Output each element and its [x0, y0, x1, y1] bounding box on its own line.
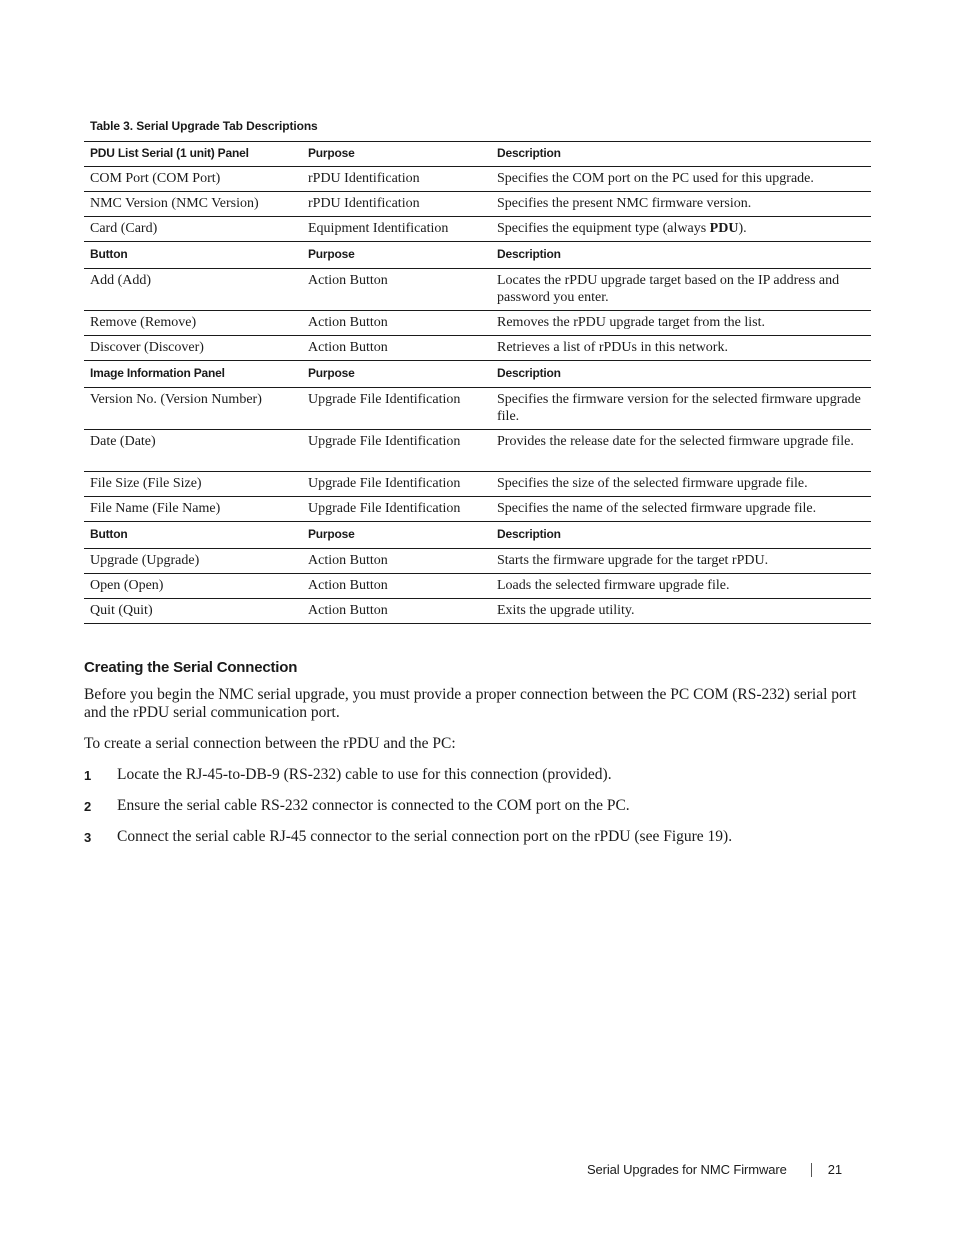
page-footer	[587, 1162, 842, 1177]
table-row	[84, 549, 871, 574]
serial-upgrade-table	[84, 141, 871, 624]
table-cell: Starts the firmware upgrade for the target rPDU.	[491, 549, 871, 574]
table-cell: Remove (Remove)	[84, 311, 302, 336]
table-cell: NMC Version (NMC Version)	[84, 192, 302, 217]
table-cell: Specifies the size of the selected firmware upgrade file.	[491, 472, 871, 497]
table-cell: COM Port (COM Port)	[84, 167, 302, 192]
table-cell: Upgrade (Upgrade)	[84, 549, 302, 574]
table-cell: Upgrade File Identification	[302, 472, 491, 497]
table-cell: Action Button	[302, 574, 491, 599]
table-cell: Provides the release date for the selected firmware upgrade file.	[491, 430, 871, 472]
table-cell: Specifies the COM port on the PC used for this upgrade.	[491, 167, 871, 192]
table-cell: Exits the upgrade utility.	[491, 599, 871, 624]
page-number: 21	[827, 1162, 842, 1177]
table-cell: Retrieves a list of rPDUs in this network.	[491, 336, 871, 361]
table-header-row	[84, 142, 871, 167]
table-cell: Action Button	[302, 269, 491, 311]
step-text: Ensure the serial cable RS-232 connector is connected to the COM port on the PC.	[117, 797, 630, 814]
header-cell: Image Information Panel	[84, 361, 302, 388]
table-cell: Specifies the name of the selected firmware upgrade file.	[491, 497, 871, 522]
footer-chapter-title: Serial Upgrades for NMC Firmware	[586, 1162, 787, 1177]
table-cell: Version No. (Version Number)	[84, 388, 302, 430]
table-cell: Open (Open)	[84, 574, 302, 599]
header-cell: Description	[491, 142, 871, 167]
table-cell: Action Button	[302, 599, 491, 624]
header-cell: Button	[84, 242, 302, 269]
table-cell: Upgrade File Identification	[302, 497, 491, 522]
table-cell: Upgrade File Identification	[302, 388, 491, 430]
table-header-row	[84, 242, 871, 269]
table-row	[84, 472, 871, 497]
table-header-row	[84, 361, 871, 388]
table-cell: File Size (File Size)	[84, 472, 302, 497]
header-cell: Description	[491, 522, 871, 549]
table-cell: Date (Date)	[84, 430, 302, 472]
table-cell: Card (Card)	[84, 217, 302, 242]
table-row	[84, 167, 871, 192]
header-cell: Purpose	[302, 522, 491, 549]
table-cell: Action Button	[302, 311, 491, 336]
footer-separator	[811, 1163, 812, 1177]
table-row	[84, 217, 871, 242]
desc-text: Specifies the equipment type (always	[497, 221, 710, 236]
header-cell: Description	[491, 242, 871, 269]
table-row	[84, 599, 871, 624]
step-number: 3	[84, 830, 92, 845]
table-cell: Locates the rPDU upgrade target based on the IP address and password you enter.	[491, 269, 871, 311]
table-cell: Quit (Quit)	[84, 599, 302, 624]
header-cell: Button	[84, 522, 302, 549]
step-number: 2	[84, 799, 92, 814]
step-text: Locate the RJ-45-to-DB-9 (RS-232) cable to use for this connection (provided).	[117, 766, 612, 783]
table-row	[84, 430, 871, 472]
table-cell: Upgrade File Identification	[302, 430, 491, 472]
table-cell: Specifies the firmware version for the selected firmware upgrade file.	[491, 388, 871, 430]
table-cell: rPDU Identification	[302, 192, 491, 217]
table-cell	[491, 217, 871, 242]
table-row	[84, 269, 871, 311]
lead-paragraph: To create a serial connection between the rPDU and the PC:	[84, 735, 456, 752]
table-cell: Add (Add)	[84, 269, 302, 311]
table-cell: Loads the selected firmware upgrade file.	[491, 574, 871, 599]
table-caption: Table 3. Serial Upgrade Tab Descriptions	[90, 119, 318, 133]
header-cell: PDU List Serial (1 unit) Panel	[84, 142, 302, 167]
table-header-row	[84, 522, 871, 549]
header-cell: Purpose	[302, 361, 491, 388]
table-cell: Specifies the present NMC firmware version.	[491, 192, 871, 217]
table-cell: Action Button	[302, 336, 491, 361]
table-row	[84, 192, 871, 217]
section-heading: Creating the Serial Connection	[84, 659, 298, 676]
step-number: 1	[84, 768, 92, 783]
step-text: Connect the serial cable RJ-45 connector to the serial connection port on the rPDU (see Figure 19).	[117, 828, 733, 845]
desc-text: ).	[738, 221, 747, 236]
table-cell: Equipment Identification	[302, 217, 491, 242]
table-row	[84, 388, 871, 430]
header-cell: Purpose	[302, 242, 491, 269]
header-cell: Description	[491, 361, 871, 388]
table-cell: rPDU Identification	[302, 167, 491, 192]
table-cell: File Name (File Name)	[84, 497, 302, 522]
table-cell: Discover (Discover)	[84, 336, 302, 361]
table-row	[84, 311, 871, 336]
table-cell: Removes the rPDU upgrade target from the list.	[491, 311, 871, 336]
intro-paragraph: Before you begin the NMC serial upgrade, you must provide a proper connection between the PC COM (RS-232) serial port and the rPDU serial communication port.	[84, 686, 857, 721]
desc-bold-text: PDU	[709, 221, 739, 236]
header-cell: Purpose	[302, 142, 491, 167]
table-cell: Action Button	[302, 549, 491, 574]
table-row	[84, 574, 871, 599]
table-row	[84, 497, 871, 522]
table-row	[84, 336, 871, 361]
